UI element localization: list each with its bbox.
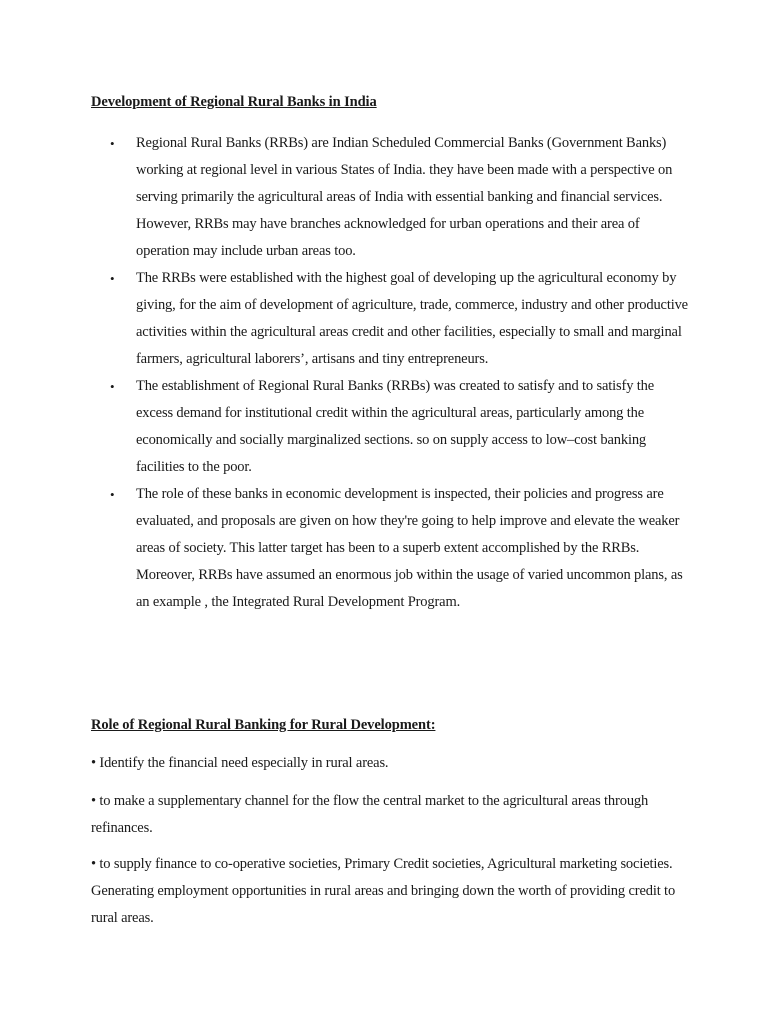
bullet-icon: • (110, 271, 115, 286)
list-item (110, 265, 690, 373)
list-item (110, 373, 690, 481)
section-heading-role: Role of Regional Rural Banking for Rural Development: (91, 717, 436, 733)
role-paragraph: • to make a supplementary channel for the flow the central market to the agricultural areas through refinances. (91, 793, 649, 836)
bullet-text: The establishment of Regional Rural Banks (RRBs) was created to satisfy and to satisfy the excess demand for institutional credit within the agricultural areas, particularly among the economically and socially marginalized sections. so on supply access to low–cost banking facilities to the poor. (136, 378, 655, 475)
bullet-text: Regional Rural Banks (RRBs) are Indian Scheduled Commercial Banks (Government Banks) working at regional level in various States of India. they have been made with a perspective on serving primarily the agricultural areas of India with essential banking and financial services. However, RRBs may have branches acknowledged for urban operations and their area of operation may include urban areas too. (136, 135, 673, 259)
bullet-icon: • (110, 379, 115, 394)
section-heading-development: Development of Regional Rural Banks in India (91, 94, 377, 110)
role-paragraph: • Identify the financial need especially in rural areas. (91, 755, 389, 771)
development-bullet-list (110, 130, 690, 616)
role-paragraph: • to supply finance to co-operative societies, Primary Credit societies, Agricultural marketing societies. Generating employment opportunities in rural areas and bringing down the worth of providing credit to rural areas. (91, 856, 676, 926)
list-item (110, 481, 690, 616)
bullet-text: The RRBs were established with the highest goal of developing up the agricultural economy by giving, for the aim of development of agriculture, trade, commerce, industry and other productive activities within the agricultural areas credit and other facilities, especially to small and marginal farmers, agricultural laborers’, artisans and tiny entrepreneurs. (136, 270, 688, 367)
bullet-icon: • (110, 487, 115, 502)
bullet-text: The role of these banks in economic development is inspected, their policies and progress are evaluated, and proposals are given on how they're going to help improve and elevate the weaker areas of society. This latter target has been to a superb extent accomplished by the RRBs. Moreover, RRBs have assumed an enormous job within the usage of varied uncommon plans, as an example , the Integrated Rural Development Program. (136, 486, 683, 610)
bullet-icon: • (110, 136, 115, 151)
list-item (110, 130, 690, 265)
